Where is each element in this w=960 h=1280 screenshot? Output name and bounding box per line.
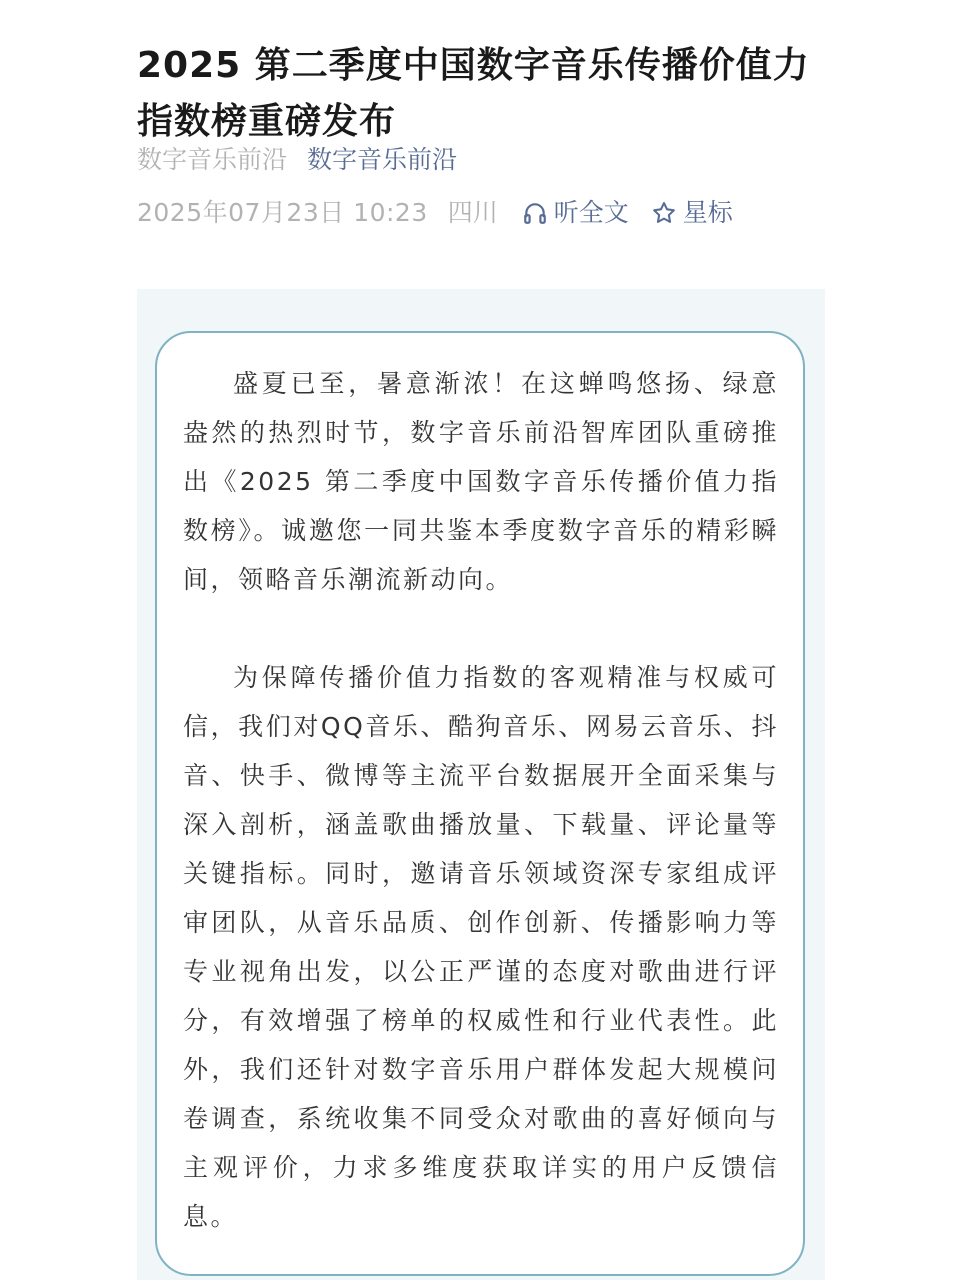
body-paragraph: 为保障传播价值力指数的客观精准与权威可信，我们对QQ音乐、酷狗音乐、网易云音乐、抖音、快手、微博等主流平台数据展开全面采集与深入剖析，涵盖歌曲播放量、下载量、评论量等关键指标。同时，邀请音乐领域资深专家组成评审团队，从音乐品质、创作创新、传播影响力等专业视角出发，以公正严谨的态度对歌曲进行评分，有效增强了榜单的权威性和行业代表性。此外，我们还针对数字音乐用户群体发起大规模问卷调查，系统收集不同受众对歌曲的喜好倾向与主观评价，力求多维度获取详实的用户反馈信息。 — [183, 663, 779, 1231]
star-button[interactable] — [651, 195, 733, 231]
author-row — [137, 142, 457, 178]
article-title: 2025 第二季度中国数字音乐传播价值力指数榜重磅发布 — [137, 45, 810, 143]
star-outline-icon — [651, 200, 677, 226]
publish-location: 四川 — [447, 198, 498, 227]
listen-full-text-button[interactable] — [522, 195, 629, 231]
star-label: 星标 — [682, 198, 733, 227]
account-name-link[interactable]: 数字音乐前沿 — [307, 145, 458, 174]
headphones-icon — [522, 200, 548, 226]
publish-time: 2025年07月23日 10:23 — [137, 198, 428, 227]
listen-label: 听全文 — [553, 198, 629, 227]
author-name: 数字音乐前沿 — [137, 145, 288, 174]
body-paragraph: 盛夏已至，暑意渐浓！在这蝉鸣悠扬、绿意盎然的热烈时节，数字音乐前沿智库团队重磅推出《2025 第二季度中国数字音乐传播价值力指数榜》。诚邀您一同共鉴本季度数字音乐的精彩瞬间，领略音乐潮流新动向。 — [183, 369, 779, 594]
article-body — [183, 359, 779, 1241]
publish-info-row — [137, 195, 733, 231]
